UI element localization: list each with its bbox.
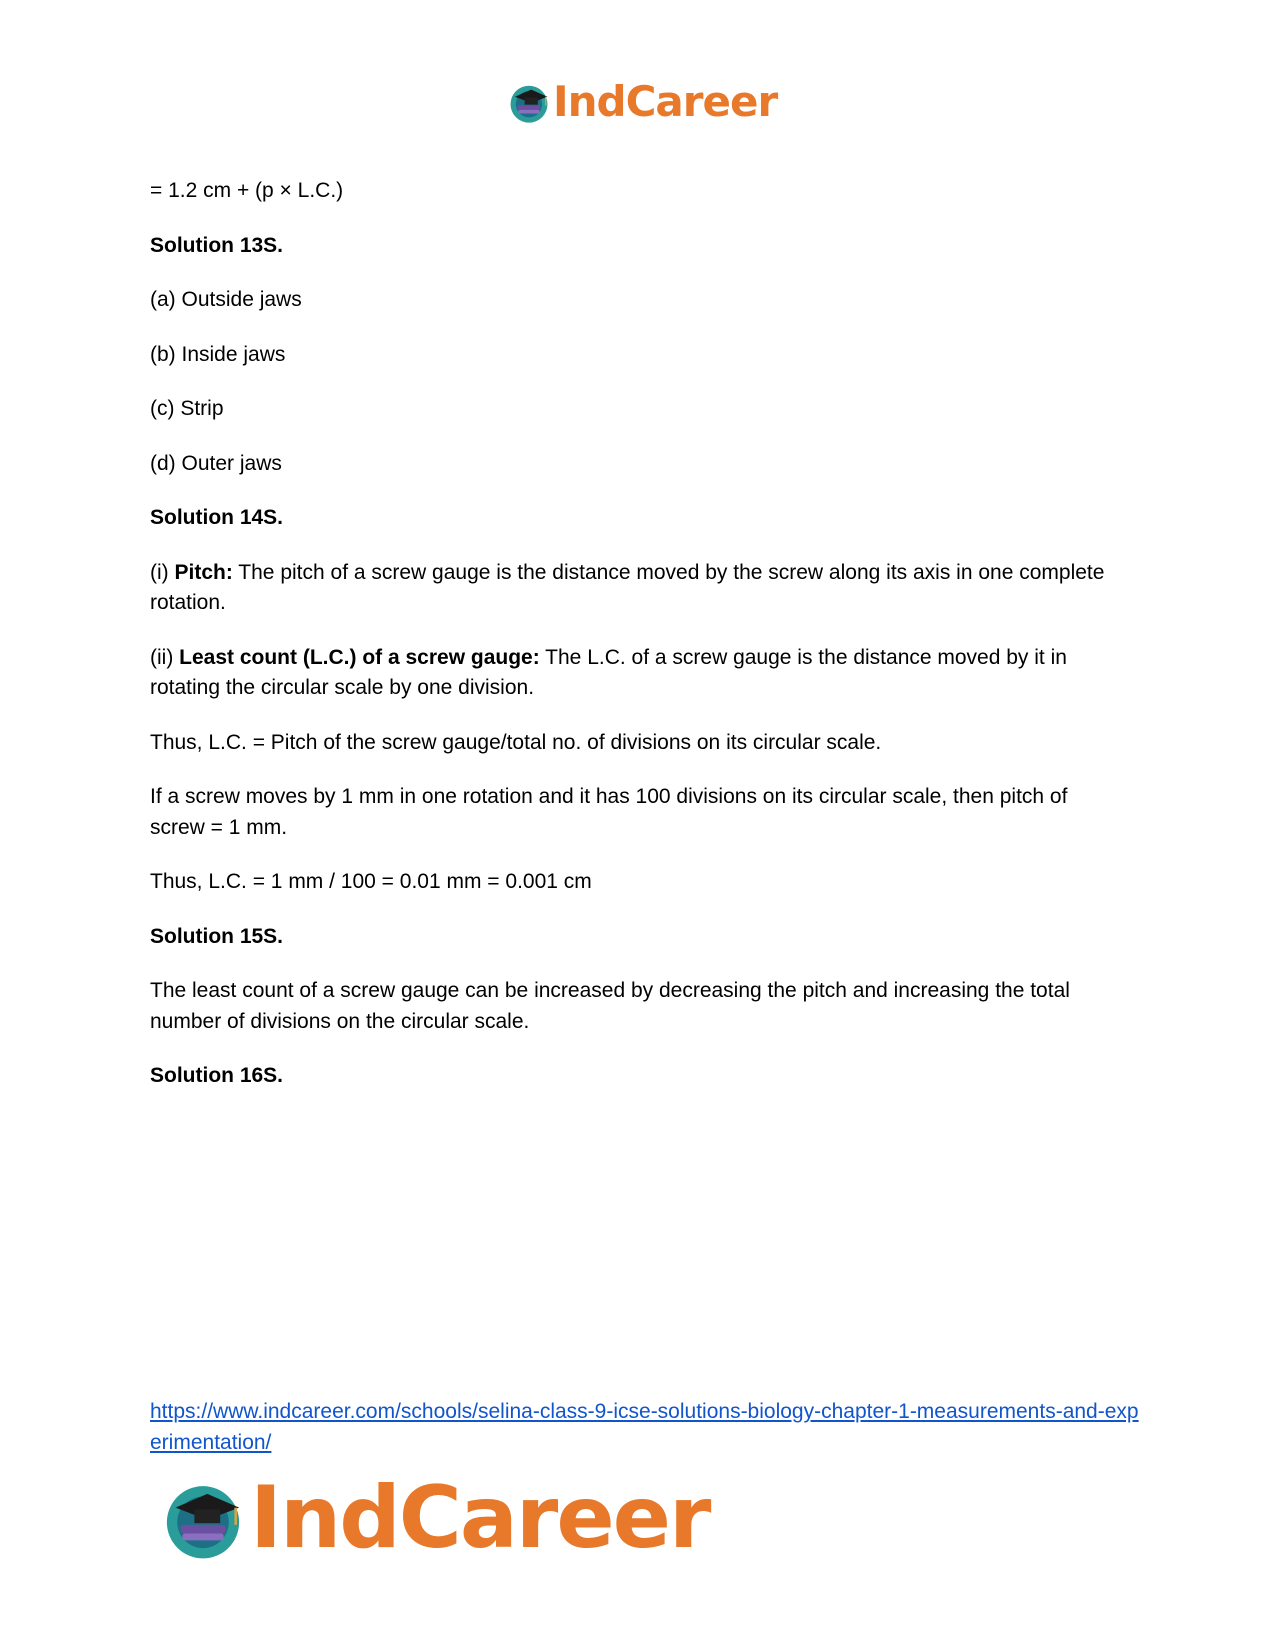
least-count-term: Least count (L.C.) of a screw gauge:	[179, 645, 540, 669]
least-count-text: The L.C. of a screw gauge is the distance moved by it in rotating the circular scale by one division.	[150, 645, 1067, 699]
pitch-term: Pitch:	[174, 560, 233, 584]
footer-logo	[160, 1470, 709, 1566]
formula-line: = 1.2 cm + (p × L.C.)	[150, 179, 344, 202]
paragraph: Thus, L.C. = 1 mm / 100 = 0.01 mm = 0.001 cm	[150, 870, 592, 893]
pitch-text: The pitch of a screw gauge is the distance moved by the screw along its axis in one complete rotation.	[150, 560, 1105, 614]
pitch-prefix: (i)	[150, 560, 175, 584]
solution-16-heading: Solution 16S.	[150, 1064, 284, 1087]
least-count-prefix: (ii)	[150, 645, 180, 669]
least-count-definition	[150, 643, 1125, 704]
paragraph: If a screw moves by 1 mm in one rotation and it has 100 divisions on its circular scale, then pitch of screw = 1 mm.	[150, 785, 1068, 839]
logo-text: IndCareer	[553, 77, 778, 126]
graduation-cap-icon	[507, 80, 551, 124]
solution-15-heading: Solution 15S.	[150, 924, 284, 948]
logo-text: IndCareer	[250, 1468, 710, 1568]
list-item: (c) Strip	[150, 397, 224, 420]
pitch-definition	[150, 558, 1125, 619]
solution-13-heading: Solution 13S.	[150, 233, 284, 257]
list-item: (a) Outside jaws	[150, 288, 302, 311]
graduation-cap-icon	[160, 1475, 246, 1561]
paragraph: Thus, L.C. = Pitch of the screw gauge/total no. of divisions on its circular scale.	[150, 730, 882, 754]
list-item: (b) Inside jaws	[150, 342, 286, 366]
header-logo	[507, 78, 777, 126]
paragraph: The least count of a screw gauge can be increased by decreasing the pitch and increasing the total number of divisions on the circular scale.	[150, 979, 1070, 1033]
list-item: (d) Outer jaws	[150, 451, 282, 475]
source-url-link[interactable]: https://www.indcareer.com/schools/selina-class-9-icse-solutions-biology-chapter-1-measurements-and-experimentation/	[150, 1400, 1139, 1454]
solution-14-heading: Solution 14S.	[150, 506, 284, 529]
document-body	[150, 176, 1125, 1116]
